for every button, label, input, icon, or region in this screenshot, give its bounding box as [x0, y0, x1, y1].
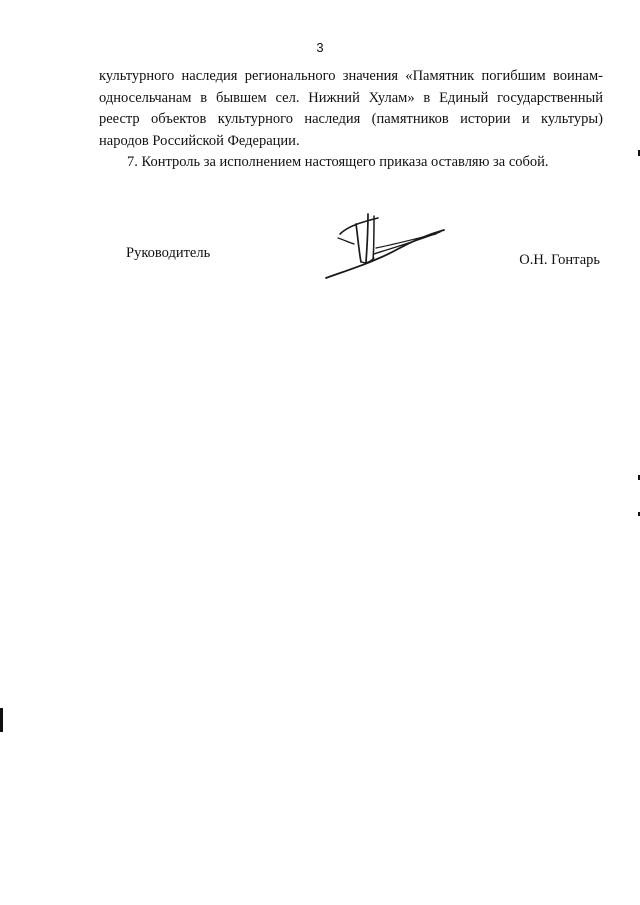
handwritten-signature — [318, 204, 450, 282]
body-line: культурного наследия регионального значения «Памятник погибшим воинам- — [99, 68, 603, 84]
body-line: народов Российской Федерации. — [99, 132, 300, 149]
body-line: 7. Контроль за исполнением настоящего приказа оставляю за собой. — [127, 154, 549, 170]
document-body — [99, 66, 603, 174]
signatory-role: Руководитель — [126, 245, 211, 261]
page-number: 3 — [316, 40, 324, 55]
body-line: односельчанам в бывшем сел. Нижний Хулам» в Единый государственный — [99, 89, 603, 106]
scan-edge-mark — [0, 708, 3, 732]
body-line: реестр объектов культурного наследия (памятников истории и культуры) — [99, 111, 603, 127]
signatory-name: О.Н. Гонтарь — [519, 252, 600, 268]
signature-block — [0, 200, 640, 290]
